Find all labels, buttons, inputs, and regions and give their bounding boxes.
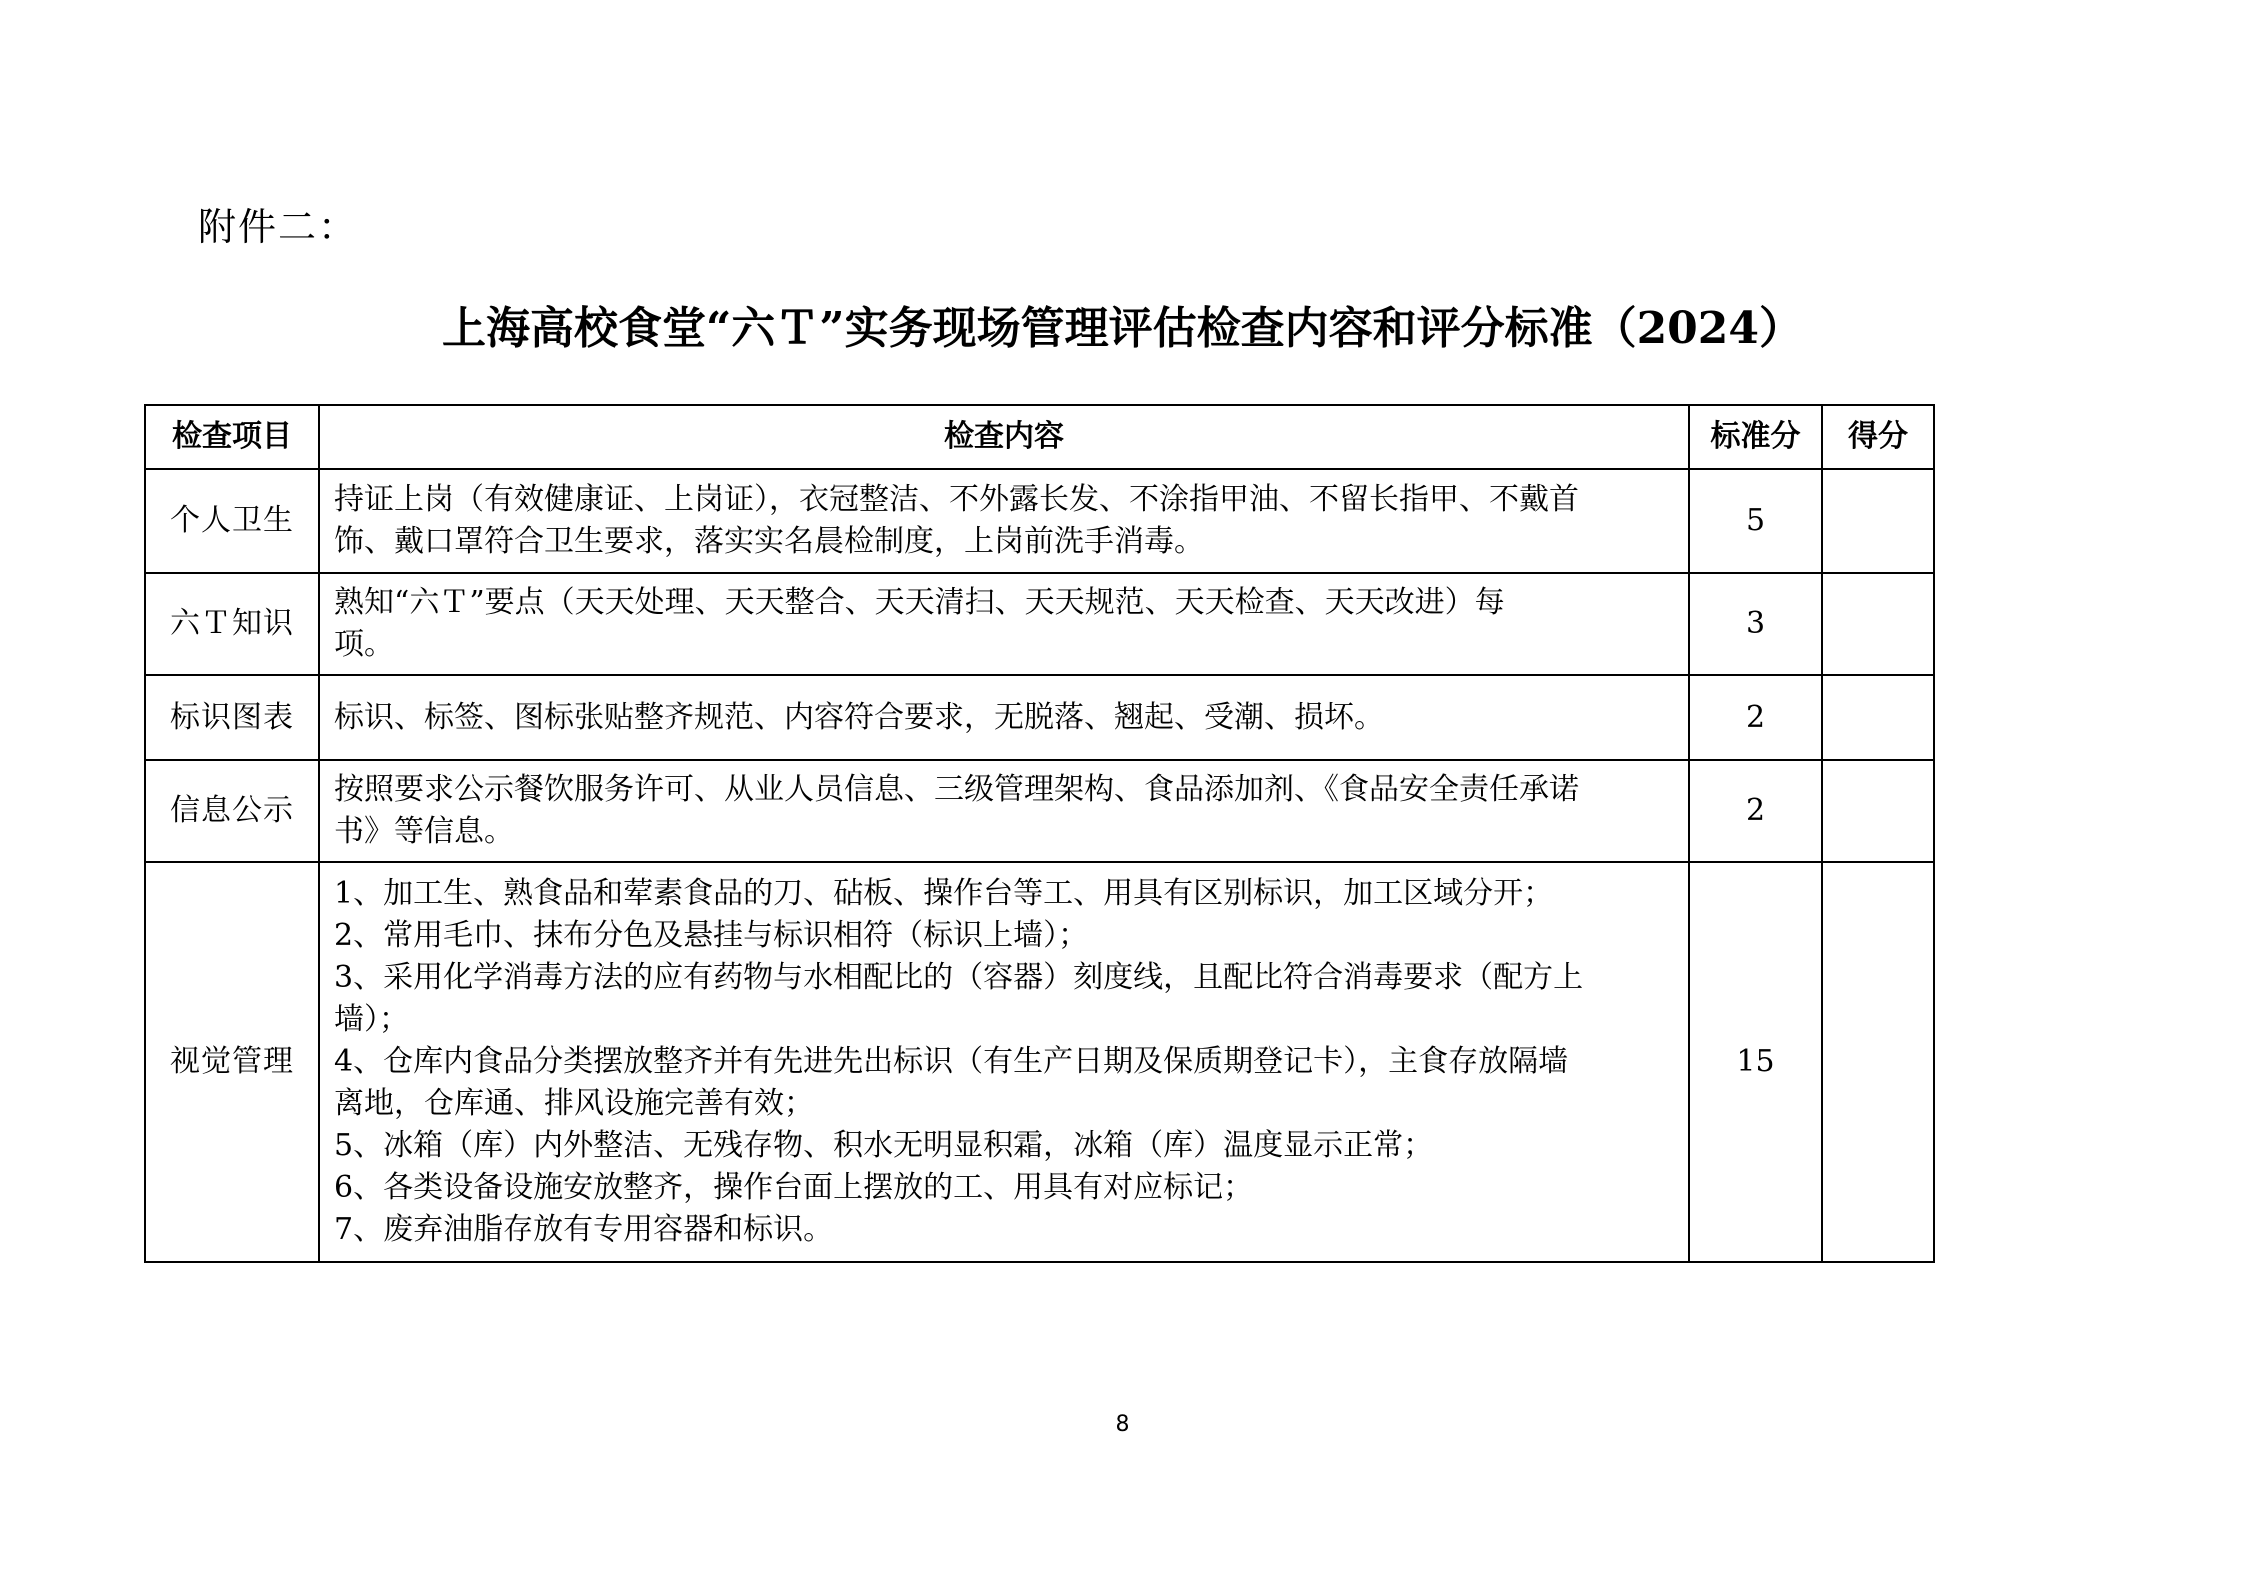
content-line: 熟知“六Ｔ”要点（天天处理、天天整合、天天清扫、天天规范、天天检查、天天改进）每	[334, 585, 1505, 620]
header-item: 检查项目	[145, 405, 319, 469]
content-line: 书》等信息。	[334, 814, 514, 849]
row-item: 六Ｔ知识	[145, 573, 319, 675]
content-line: 4、仓库内食品分类摆放整齐并有先进先出标识（有生产日期及保质期登记卡），主食存放隔墙	[334, 1044, 1569, 1079]
content-line: 离地，仓库通、排风设施完善有效；	[334, 1086, 814, 1121]
content-line: 3、采用化学消毒方法的应有药物与水相配比的（容器）刻度线，且配比符合消毒要求（配方上	[334, 960, 1584, 995]
content-line: 7、废弃油脂存放有专用容器和标识。	[334, 1212, 834, 1247]
content-line: 饰、戴口罩符合卫生要求，落实实名晨检制度，上岗前洗手消毒。	[334, 524, 1204, 559]
row-standard-score: 2	[1689, 675, 1822, 760]
document-title: 上海高校食堂“六Ｔ”实务现场管理评估检查内容和评分标准（2024）	[441, 303, 1804, 354]
scoring-table	[144, 404, 1935, 1263]
row-item: 标识图表	[145, 675, 319, 760]
header-score: 得分	[1822, 405, 1934, 469]
row-score-cell	[1822, 469, 1934, 573]
table-row	[145, 469, 1934, 573]
header-standard-score: 标准分	[1689, 405, 1822, 469]
row-content	[319, 573, 1689, 675]
row-item: 个人卫生	[145, 469, 319, 573]
table-row	[145, 862, 1934, 1262]
content-line: 墙）；	[334, 1002, 409, 1037]
row-content	[319, 862, 1689, 1262]
content-line: 5、冰箱（库）内外整洁、无残存物、积水无明显积霜，冰箱（库）温度显示正常；	[334, 1128, 1434, 1163]
table-row	[145, 573, 1934, 675]
row-score-cell	[1822, 675, 1934, 760]
table-header-row	[145, 405, 1934, 469]
table-row	[145, 675, 1934, 760]
page-number: 8	[1115, 1412, 1130, 1437]
content-line: 标识、标签、图标张贴整齐规范、内容符合要求，无脱落、翘起、受潮、损坏。	[334, 699, 1384, 735]
row-standard-score: 5	[1689, 469, 1822, 573]
table-row	[145, 760, 1934, 862]
attachment-label: 附件二：	[198, 205, 359, 249]
row-content	[319, 469, 1689, 573]
content-line: 持证上岗（有效健康证、上岗证），衣冠整洁、不外露长发、不涂指甲油、不留长指甲、不戴首	[334, 482, 1579, 517]
row-content	[319, 675, 1689, 760]
content-line: 1、加工生、熟食品和荤素食品的刀、砧板、操作台等工、用具有区别标识，加工区域分开；	[334, 876, 1554, 911]
content-line: 2、常用毛巾、抹布分色及悬挂与标识相符（标识上墙）；	[334, 918, 1089, 953]
content-line: 项。	[334, 627, 394, 662]
row-standard-score: 3	[1689, 573, 1822, 675]
row-content	[319, 760, 1689, 862]
row-score-cell	[1822, 760, 1934, 862]
row-score-cell	[1822, 862, 1934, 1262]
content-line: 6、各类设备设施安放整齐，操作台面上摆放的工、用具有对应标记；	[334, 1170, 1254, 1205]
header-content: 检查内容	[319, 405, 1689, 469]
row-score-cell	[1822, 573, 1934, 675]
row-standard-score: 2	[1689, 760, 1822, 862]
row-standard-score: 15	[1689, 862, 1822, 1262]
row-item: 信息公示	[145, 760, 319, 862]
row-item: 视觉管理	[145, 862, 319, 1262]
content-line: 按照要求公示餐饮服务许可、从业人员信息、三级管理架构、食品添加剂、《食品安全责任承诺	[334, 772, 1579, 807]
